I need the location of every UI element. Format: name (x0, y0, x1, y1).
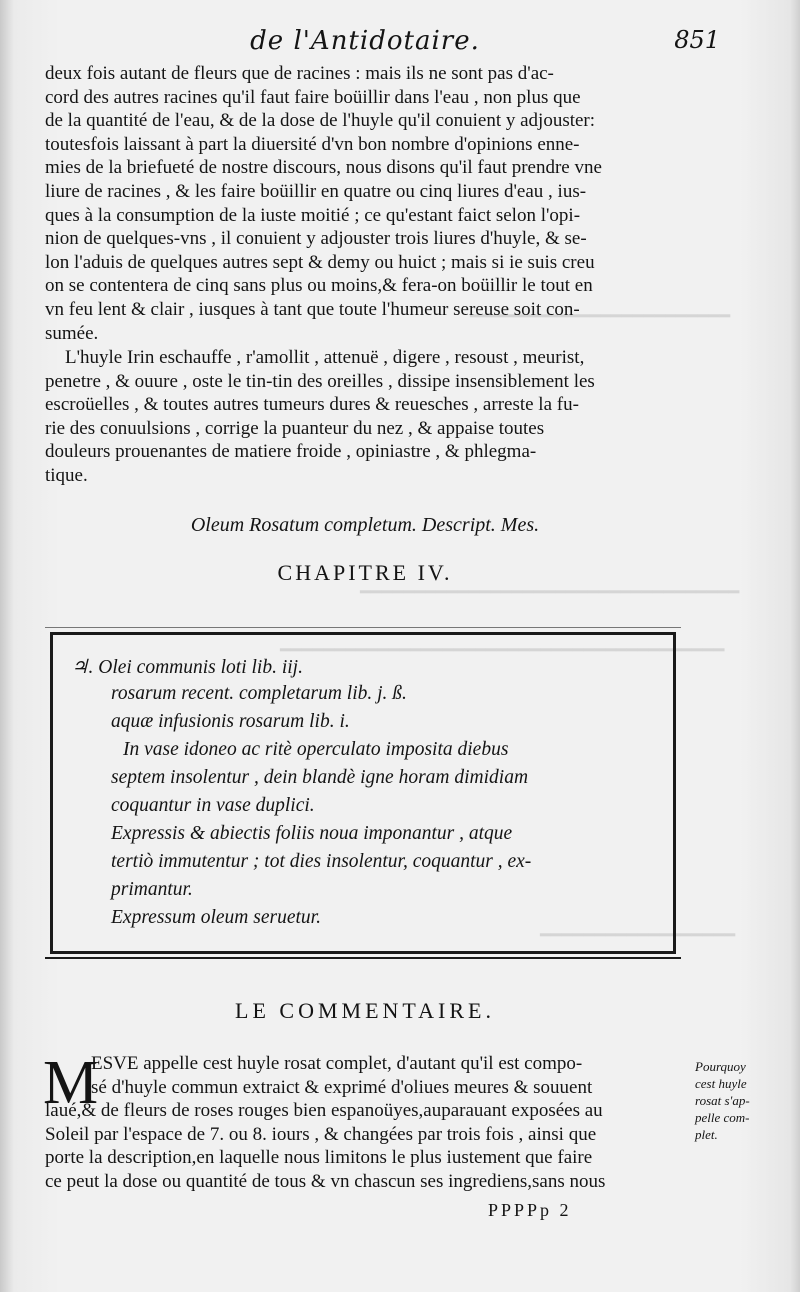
bleed-through-mark: ━━━━━━━━━━━━━━━━━━━━━━━━━━━━━━━━━━━ (360, 582, 740, 602)
text-line: penetre , & ouure , oste le tin-tin des oreilles , dissipe insensiblement les (45, 370, 595, 392)
text-line: de la quantité de l'eau, & de la dose de l'huyle qu'il conuient y adjouster: (45, 110, 596, 132)
text-line: deux fois autant de fleurs que de racines : mais ils ne sont pas d'ac- (45, 63, 554, 84)
text-line: ESVE appelle cest huyle rosat complet, d'autant qu'il est compo- (91, 1053, 583, 1074)
text-line: douleurs prouenantes de matiere froide , opiniastre , & phlegma- (45, 441, 537, 463)
recipe-line: coquantur in vase duplici. (111, 795, 315, 816)
text-line: mies de la briefueté de nostre discours, nous disons qu'il faut prendre vne (45, 157, 602, 179)
paragraph-huyle-irin (45, 346, 685, 488)
running-title: de l'Antidotaire. (250, 26, 480, 56)
text-line: tique. (45, 464, 88, 486)
recipe-line: aquæ infusionis rosarum lib. i. (111, 711, 350, 732)
margin-note-line: Pourquoy (695, 1059, 746, 1074)
text-line: ce peut la dose ou quantité de tous & vn chascun ses ingrediens,sans nous (45, 1170, 606, 1192)
bleed-through-mark: ━━━━━━━━━━━━━━━━━━━━━━━━ (470, 306, 731, 326)
recipe-line: ♃. Olei communis loti lib. iij. (71, 657, 303, 678)
recipe-line: In vase idoneo ac ritè operculato imposita diebus (123, 739, 509, 760)
paragraph-commentary (43, 1049, 685, 1194)
bleed-through-mark: ━━━━━━━━━━━━━━━━━━ (540, 925, 736, 945)
text-line: vn feu lent & clair , iusques à tant que toute l'humeur sereuse soit con- (45, 298, 580, 320)
recipe-line: primantur. (111, 879, 193, 900)
text-line: Soleil par l'espace de 7. ou 8. iours , & changées par trois fois , ainsi que (45, 1123, 597, 1145)
margin-note-line: cest huyle (695, 1076, 747, 1091)
chapter-heading: CHAPITRE IV. (277, 560, 453, 585)
signature-mark: PPPPp 2 (488, 1200, 572, 1220)
text-line: sumée. (45, 322, 99, 344)
text-line: L'huyle Irin eschauffe , r'amollit , attenuë , digere , resoust , meurist, (65, 347, 585, 368)
text-line: liure de racines , & les faire boüillir en quatre ou cinq liures d'eau , ius- (45, 180, 587, 202)
text-line: toutesfois laissant à part la diuersité d'vn bon nombre d'opinions enne- (45, 133, 580, 155)
recipe-line: Expressum oleum seruetur. (111, 907, 321, 928)
recipe-title: Oleum Rosatum completum. Descript. Mes. (190, 514, 540, 536)
page-header (40, 26, 720, 60)
text-line: porte la description,en laquelle nous limitons le plus iustement que faire (45, 1147, 593, 1169)
text-line: escroüelles , & toutes autres tumeurs dures & reuesches , arreste la fu- (45, 394, 579, 416)
recipe-line: tertiò immutentur ; tot dies insolentur, coquantur , ex- (111, 851, 532, 872)
text-line: ques à la consumption de la iuste moitié ; ce qu'estant faict selon l'opi- (45, 204, 581, 226)
margin-note-line: plet. (695, 1127, 718, 1142)
drop-cap-letter: M (43, 1049, 99, 1117)
text-line: cord des autres racines qu'il faut faire boüillir dans l'eau , non plus que (45, 86, 581, 108)
paragraph-racines (45, 62, 685, 345)
text-line: lon l'aduis de quelques autres sept & demy ou huict ; mais si ie suis creu (45, 251, 595, 273)
recipe-frame (50, 632, 676, 954)
recipe-line: septem insolentur , dein blandè igne horam dimidiam (111, 767, 529, 788)
margin-note-line: rosat s'ap- (695, 1093, 750, 1108)
text-line: sé d'huyle commun extraict & exprimé d'oliues meures & souuent (91, 1076, 593, 1098)
page-number: 851 (674, 26, 720, 54)
margin-note-line: pelle com- (695, 1110, 750, 1125)
text-line: laué,& de fleurs de roses rouges bien espanoüyes,auparauant exposées au (45, 1100, 603, 1122)
text-line: nion de quelques-vns , il conuient y adjouster trois liures d'huyle, & se- (45, 228, 587, 250)
recipe-line: rosarum recent. completarum lib. j. ß. (111, 683, 407, 704)
text-line: rie des conuulsions , corrige la puanteur du nez , & appaise toutes (45, 417, 545, 439)
commentary-heading: LE COMMENTAIRE. (235, 998, 495, 1023)
margin-note (695, 1058, 785, 1143)
text-line: on se contentera de cinq sans plus ou moins,& fera-on boüillir le tout en (45, 275, 593, 297)
bleed-through-mark: ━━━━━━━━━━━━━━━━━━━━━━━━━━━━━━━━━━━━━━━━━ (280, 640, 725, 660)
recipe-line: Expressis & abiectis foliis noua imponantur , atque (111, 823, 513, 844)
